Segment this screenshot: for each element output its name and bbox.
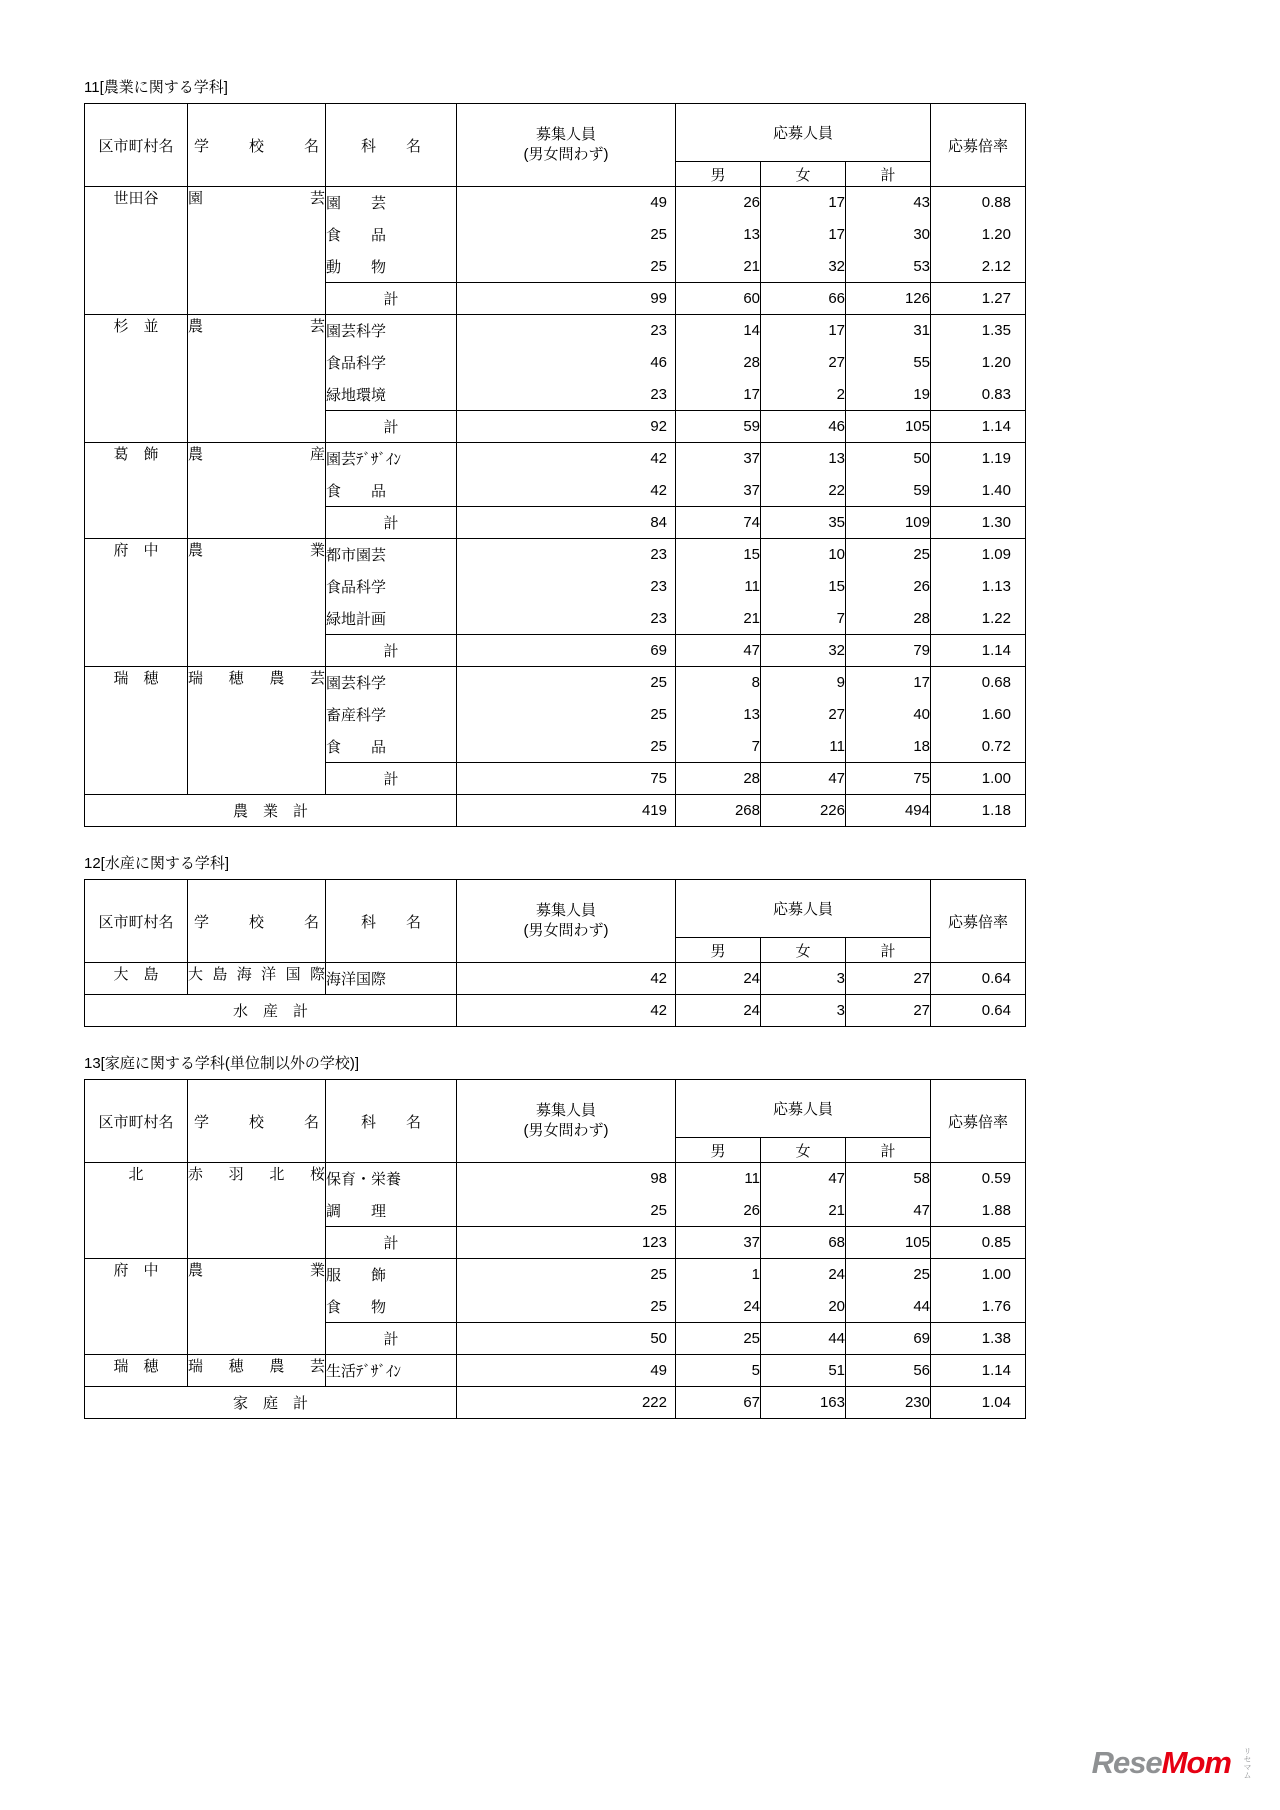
- ratio-value: 0.88: [931, 187, 1026, 219]
- female-value: 47: [761, 1163, 846, 1195]
- total-value: 56: [846, 1355, 931, 1387]
- capacity-value: 42: [457, 963, 676, 995]
- female-value: 66: [761, 283, 846, 315]
- department-cell: 園芸科学: [326, 315, 457, 347]
- capacity-value: 98: [457, 1163, 676, 1195]
- col-header-dept: 科 名: [326, 104, 457, 187]
- table-title: 12[水産に関する学科]: [84, 855, 230, 872]
- male-value: 268: [676, 795, 761, 827]
- table-title: 11[農業に関する学科]: [84, 79, 228, 96]
- capacity-value: 23: [457, 379, 676, 411]
- capacity-value: 23: [457, 603, 676, 635]
- ratio-value: 1.40: [931, 475, 1026, 507]
- department-cell: 園芸ﾃﾞｻﾞｲﾝ: [326, 443, 457, 475]
- school-cell: [188, 187, 326, 315]
- ratio-value: 1.76: [931, 1291, 1026, 1323]
- col-header-total: 計: [846, 1138, 931, 1163]
- total-value: 17: [846, 667, 931, 699]
- female-value: 2: [761, 379, 846, 411]
- female-value: 226: [761, 795, 846, 827]
- school-header-text: 学 校 名: [194, 137, 319, 155]
- resemom-logo: [1092, 1747, 1263, 1779]
- subtotal-label: 計: [326, 1227, 457, 1259]
- total-value: 18: [846, 731, 931, 763]
- capacity-value: 49: [457, 1355, 676, 1387]
- school-data-row: [85, 539, 1026, 571]
- total-value: 75: [846, 763, 931, 795]
- ratio-value: 1.14: [931, 1355, 1026, 1387]
- total-value: 25: [846, 539, 931, 571]
- school-cell: [188, 539, 326, 667]
- district-cell: 瑞 穂: [85, 1355, 188, 1387]
- ratio-value: 0.64: [931, 995, 1026, 1027]
- category-total-row: [85, 1387, 1026, 1419]
- capacity-value: 75: [457, 763, 676, 795]
- total-value: 26: [846, 571, 931, 603]
- capacity-label-line2: (男女問わず): [523, 922, 609, 939]
- female-value: 11: [761, 731, 846, 763]
- logo-text-rese: Rese: [1091, 1745, 1162, 1780]
- col-header-district: 区市町村名: [85, 104, 188, 187]
- capacity-value: 23: [457, 571, 676, 603]
- ratio-value: 1.35: [931, 315, 1026, 347]
- total-value: 43: [846, 187, 931, 219]
- department-cell: 調 理: [326, 1195, 457, 1227]
- ratio-value: 1.27: [931, 283, 1026, 315]
- male-value: 28: [676, 763, 761, 795]
- ratio-value: 0.59: [931, 1163, 1026, 1195]
- results-table: [84, 879, 1026, 1027]
- subtotal-label: 計: [326, 507, 457, 539]
- ratio-value: 1.13: [931, 571, 1026, 603]
- table-title: 13[家庭に関する学科(単位制以外の学校)]: [84, 1055, 360, 1072]
- col-header-total: 計: [846, 162, 931, 187]
- header-row-1: [85, 1080, 1026, 1138]
- capacity-value: 25: [457, 667, 676, 699]
- male-value: 37: [676, 443, 761, 475]
- subtotal-label: 計: [326, 1323, 457, 1355]
- table-section: [84, 1056, 1026, 1419]
- male-value: 24: [676, 963, 761, 995]
- school-cell: [188, 1355, 326, 1387]
- school-name-text: 瑞 穂 農 芸: [188, 1358, 325, 1375]
- male-value: 21: [676, 251, 761, 283]
- male-value: 59: [676, 411, 761, 443]
- female-value: 17: [761, 187, 846, 219]
- subtotal-label: 計: [326, 635, 457, 667]
- capacity-value: 84: [457, 507, 676, 539]
- school-name-text: 園 芸: [188, 190, 325, 207]
- school-cell: [188, 315, 326, 443]
- female-value: 7: [761, 603, 846, 635]
- school-header-text: 学 校 名: [194, 913, 319, 931]
- total-value: 50: [846, 443, 931, 475]
- school-cell: [188, 1259, 326, 1355]
- results-table: [84, 1079, 1026, 1419]
- capacity-label-line2: (男女問わず): [523, 1122, 609, 1139]
- female-value: 15: [761, 571, 846, 603]
- male-value: 1: [676, 1259, 761, 1291]
- capacity-value: 25: [457, 699, 676, 731]
- district-cell: 瑞 穂: [85, 667, 188, 795]
- male-value: 21: [676, 603, 761, 635]
- ratio-value: 0.64: [931, 963, 1026, 995]
- ratio-value: 1.00: [931, 1259, 1026, 1291]
- capacity-value: 92: [457, 411, 676, 443]
- department-cell: 生活ﾃﾞｻﾞｲﾝ: [326, 1355, 457, 1387]
- capacity-value: 69: [457, 635, 676, 667]
- female-value: 163: [761, 1387, 846, 1419]
- col-header-applicants: 応募人員: [676, 880, 931, 938]
- male-value: 26: [676, 187, 761, 219]
- col-header-male: 男: [676, 1138, 761, 1163]
- female-value: 21: [761, 1195, 846, 1227]
- ratio-value: 0.83: [931, 379, 1026, 411]
- department-cell: 食 品: [326, 219, 457, 251]
- capacity-value: 25: [457, 251, 676, 283]
- ratio-value: 0.68: [931, 667, 1026, 699]
- department-cell: 食品科学: [326, 571, 457, 603]
- department-cell: 食 品: [326, 731, 457, 763]
- col-header-ratio: 応募倍率: [931, 104, 1026, 187]
- subtotal-label: 計: [326, 283, 457, 315]
- female-value: 46: [761, 411, 846, 443]
- female-value: 17: [761, 219, 846, 251]
- col-header-applicants: 応募人員: [676, 104, 931, 162]
- male-value: 5: [676, 1355, 761, 1387]
- male-value: 17: [676, 379, 761, 411]
- ratio-value: 1.04: [931, 1387, 1026, 1419]
- department-cell: 保育・栄養: [326, 1163, 457, 1195]
- ratio-value: 1.00: [931, 763, 1026, 795]
- male-value: 24: [676, 1291, 761, 1323]
- category-total-row: [85, 995, 1026, 1027]
- district-cell: 北: [85, 1163, 188, 1259]
- total-value: 105: [846, 411, 931, 443]
- department-cell: 食品科学: [326, 347, 457, 379]
- school-name-text: 農 業: [188, 1262, 325, 1279]
- school-cell: [188, 963, 326, 995]
- header-row-1: [85, 104, 1026, 162]
- results-table: [84, 103, 1026, 827]
- ratio-value: 1.19: [931, 443, 1026, 475]
- female-value: 24: [761, 1259, 846, 1291]
- ratio-value: 1.88: [931, 1195, 1026, 1227]
- female-value: 51: [761, 1355, 846, 1387]
- female-value: 27: [761, 699, 846, 731]
- total-value: 44: [846, 1291, 931, 1323]
- capacity-label-line2: (男女問わず): [523, 146, 609, 163]
- col-header-applicants: 応募人員: [676, 1080, 931, 1138]
- col-header-school: [188, 1080, 326, 1163]
- school-data-row: [85, 1163, 1026, 1195]
- district-cell: 杉 並: [85, 315, 188, 443]
- female-value: 47: [761, 763, 846, 795]
- total-value: 47: [846, 1195, 931, 1227]
- school-cell: [188, 1163, 326, 1259]
- school-data-row: [85, 315, 1026, 347]
- col-header-capacity: [457, 104, 676, 187]
- male-value: 11: [676, 571, 761, 603]
- col-header-dept: 科 名: [326, 880, 457, 963]
- category-total-label: 農 業 計: [85, 795, 457, 827]
- col-header-male: 男: [676, 162, 761, 187]
- total-value: 27: [846, 995, 931, 1027]
- male-value: 24: [676, 995, 761, 1027]
- total-value: 59: [846, 475, 931, 507]
- male-value: 47: [676, 635, 761, 667]
- capacity-label-line1: 募集人員: [535, 902, 596, 919]
- capacity-value: 25: [457, 1259, 676, 1291]
- total-value: 230: [846, 1387, 931, 1419]
- capacity-value: 50: [457, 1323, 676, 1355]
- male-value: 8: [676, 667, 761, 699]
- capacity-value: 46: [457, 347, 676, 379]
- department-cell: 動 物: [326, 251, 457, 283]
- table-section: [84, 856, 1026, 1027]
- school-cell: [188, 667, 326, 795]
- female-value: 3: [761, 963, 846, 995]
- school-name-text: 農 業: [188, 542, 325, 559]
- col-header-school: [188, 880, 326, 963]
- total-value: 53: [846, 251, 931, 283]
- male-value: 60: [676, 283, 761, 315]
- male-value: 26: [676, 1195, 761, 1227]
- col-header-female: 女: [761, 162, 846, 187]
- female-value: 22: [761, 475, 846, 507]
- total-value: 25: [846, 1259, 931, 1291]
- document-content: [84, 80, 1026, 1419]
- col-header-ratio: 応募倍率: [931, 880, 1026, 963]
- subtotal-label: 計: [326, 411, 457, 443]
- ratio-value: 1.14: [931, 635, 1026, 667]
- female-value: 17: [761, 315, 846, 347]
- department-cell: 都市園芸: [326, 539, 457, 571]
- male-value: 67: [676, 1387, 761, 1419]
- male-value: 74: [676, 507, 761, 539]
- capacity-value: 222: [457, 1387, 676, 1419]
- col-header-district: 区市町村名: [85, 1080, 188, 1163]
- col-header-district: 区市町村名: [85, 880, 188, 963]
- school-data-row: [85, 667, 1026, 699]
- total-value: 31: [846, 315, 931, 347]
- col-header-ratio: 応募倍率: [931, 1080, 1026, 1163]
- male-value: 28: [676, 347, 761, 379]
- ratio-value: 2.12: [931, 251, 1026, 283]
- category-total-label: 家 庭 計: [85, 1387, 457, 1419]
- male-value: 11: [676, 1163, 761, 1195]
- department-cell: 海洋国際: [326, 963, 457, 995]
- school-data-row: [85, 187, 1026, 219]
- total-value: 494: [846, 795, 931, 827]
- logo-text-mom: Mom: [1161, 1745, 1231, 1780]
- male-value: 37: [676, 1227, 761, 1259]
- school-data-row: [85, 963, 1026, 995]
- capacity-value: 419: [457, 795, 676, 827]
- total-value: 28: [846, 603, 931, 635]
- col-header-school: [188, 104, 326, 187]
- ratio-value: 1.18: [931, 795, 1026, 827]
- total-value: 19: [846, 379, 931, 411]
- capacity-label-line1: 募集人員: [535, 1102, 596, 1119]
- district-cell: 大 島: [85, 963, 188, 995]
- school-name-text: 赤 羽 北 桜: [188, 1166, 325, 1183]
- header-row-1: [85, 880, 1026, 938]
- female-value: 68: [761, 1227, 846, 1259]
- school-data-row: [85, 1259, 1026, 1291]
- capacity-value: 99: [457, 283, 676, 315]
- ratio-value: 1.14: [931, 411, 1026, 443]
- male-value: 7: [676, 731, 761, 763]
- capacity-value: 23: [457, 315, 676, 347]
- ratio-value: 0.85: [931, 1227, 1026, 1259]
- school-name-text: 農 芸: [188, 318, 325, 335]
- school-name-text: 農 産: [188, 446, 325, 463]
- female-value: 3: [761, 995, 846, 1027]
- capacity-value: 25: [457, 219, 676, 251]
- total-value: 40: [846, 699, 931, 731]
- school-header-text: 学 校 名: [194, 1113, 319, 1131]
- department-cell: 園芸科学: [326, 667, 457, 699]
- district-cell: 府 中: [85, 1259, 188, 1355]
- male-value: 13: [676, 219, 761, 251]
- total-value: 109: [846, 507, 931, 539]
- female-value: 27: [761, 347, 846, 379]
- category-total-row: [85, 795, 1026, 827]
- col-header-total: 計: [846, 938, 931, 963]
- male-value: 15: [676, 539, 761, 571]
- department-cell: 服 飾: [326, 1259, 457, 1291]
- category-total-label: 水 産 計: [85, 995, 457, 1027]
- female-value: 32: [761, 251, 846, 283]
- female-value: 13: [761, 443, 846, 475]
- female-value: 35: [761, 507, 846, 539]
- male-value: 25: [676, 1323, 761, 1355]
- female-value: 44: [761, 1323, 846, 1355]
- department-cell: 食 品: [326, 475, 457, 507]
- capacity-label-line1: 募集人員: [535, 126, 596, 143]
- school-name-text: 大 島 海 洋 国 際: [188, 966, 325, 983]
- total-value: 27: [846, 963, 931, 995]
- col-header-female: 女: [761, 1138, 846, 1163]
- female-value: 20: [761, 1291, 846, 1323]
- district-cell: 世田谷: [85, 187, 188, 315]
- district-cell: 葛 飾: [85, 443, 188, 539]
- female-value: 32: [761, 635, 846, 667]
- ratio-value: 1.09: [931, 539, 1026, 571]
- department-cell: 園 芸: [326, 187, 457, 219]
- school-data-row: [85, 1355, 1026, 1387]
- male-value: 37: [676, 475, 761, 507]
- capacity-value: 25: [457, 731, 676, 763]
- total-value: 126: [846, 283, 931, 315]
- total-value: 105: [846, 1227, 931, 1259]
- col-header-dept: 科 名: [326, 1080, 457, 1163]
- department-cell: 食 物: [326, 1291, 457, 1323]
- total-value: 58: [846, 1163, 931, 1195]
- capacity-value: 123: [457, 1227, 676, 1259]
- ratio-value: 1.20: [931, 219, 1026, 251]
- capacity-value: 25: [457, 1291, 676, 1323]
- ratio-value: 1.60: [931, 699, 1026, 731]
- subtotal-label: 計: [326, 763, 457, 795]
- ratio-value: 1.20: [931, 347, 1026, 379]
- department-cell: 緑地計画: [326, 603, 457, 635]
- col-header-capacity: [457, 1080, 676, 1163]
- school-name-text: 瑞 穂 農 芸: [188, 670, 325, 687]
- school-cell: [188, 443, 326, 539]
- district-cell: 府 中: [85, 539, 188, 667]
- capacity-value: 25: [457, 1195, 676, 1227]
- total-value: 79: [846, 635, 931, 667]
- male-value: 14: [676, 315, 761, 347]
- total-value: 55: [846, 347, 931, 379]
- col-header-male: 男: [676, 938, 761, 963]
- male-value: 13: [676, 699, 761, 731]
- col-header-capacity: [457, 880, 676, 963]
- capacity-value: 42: [457, 475, 676, 507]
- col-header-female: 女: [761, 938, 846, 963]
- ratio-value: 1.30: [931, 507, 1026, 539]
- capacity-value: 42: [457, 443, 676, 475]
- capacity-value: 49: [457, 187, 676, 219]
- ratio-value: 0.72: [931, 731, 1026, 763]
- total-value: 30: [846, 219, 931, 251]
- ratio-value: 1.22: [931, 603, 1026, 635]
- department-cell: 畜産科学: [326, 699, 457, 731]
- female-value: 10: [761, 539, 846, 571]
- female-value: 9: [761, 667, 846, 699]
- school-data-row: [85, 443, 1026, 475]
- ratio-value: 1.38: [931, 1323, 1026, 1355]
- total-value: 69: [846, 1323, 931, 1355]
- capacity-value: 42: [457, 995, 676, 1027]
- logo-tagline: リセマム: [1243, 1747, 1252, 1779]
- department-cell: 緑地環境: [326, 379, 457, 411]
- table-section: [84, 80, 1026, 827]
- capacity-value: 23: [457, 539, 676, 571]
